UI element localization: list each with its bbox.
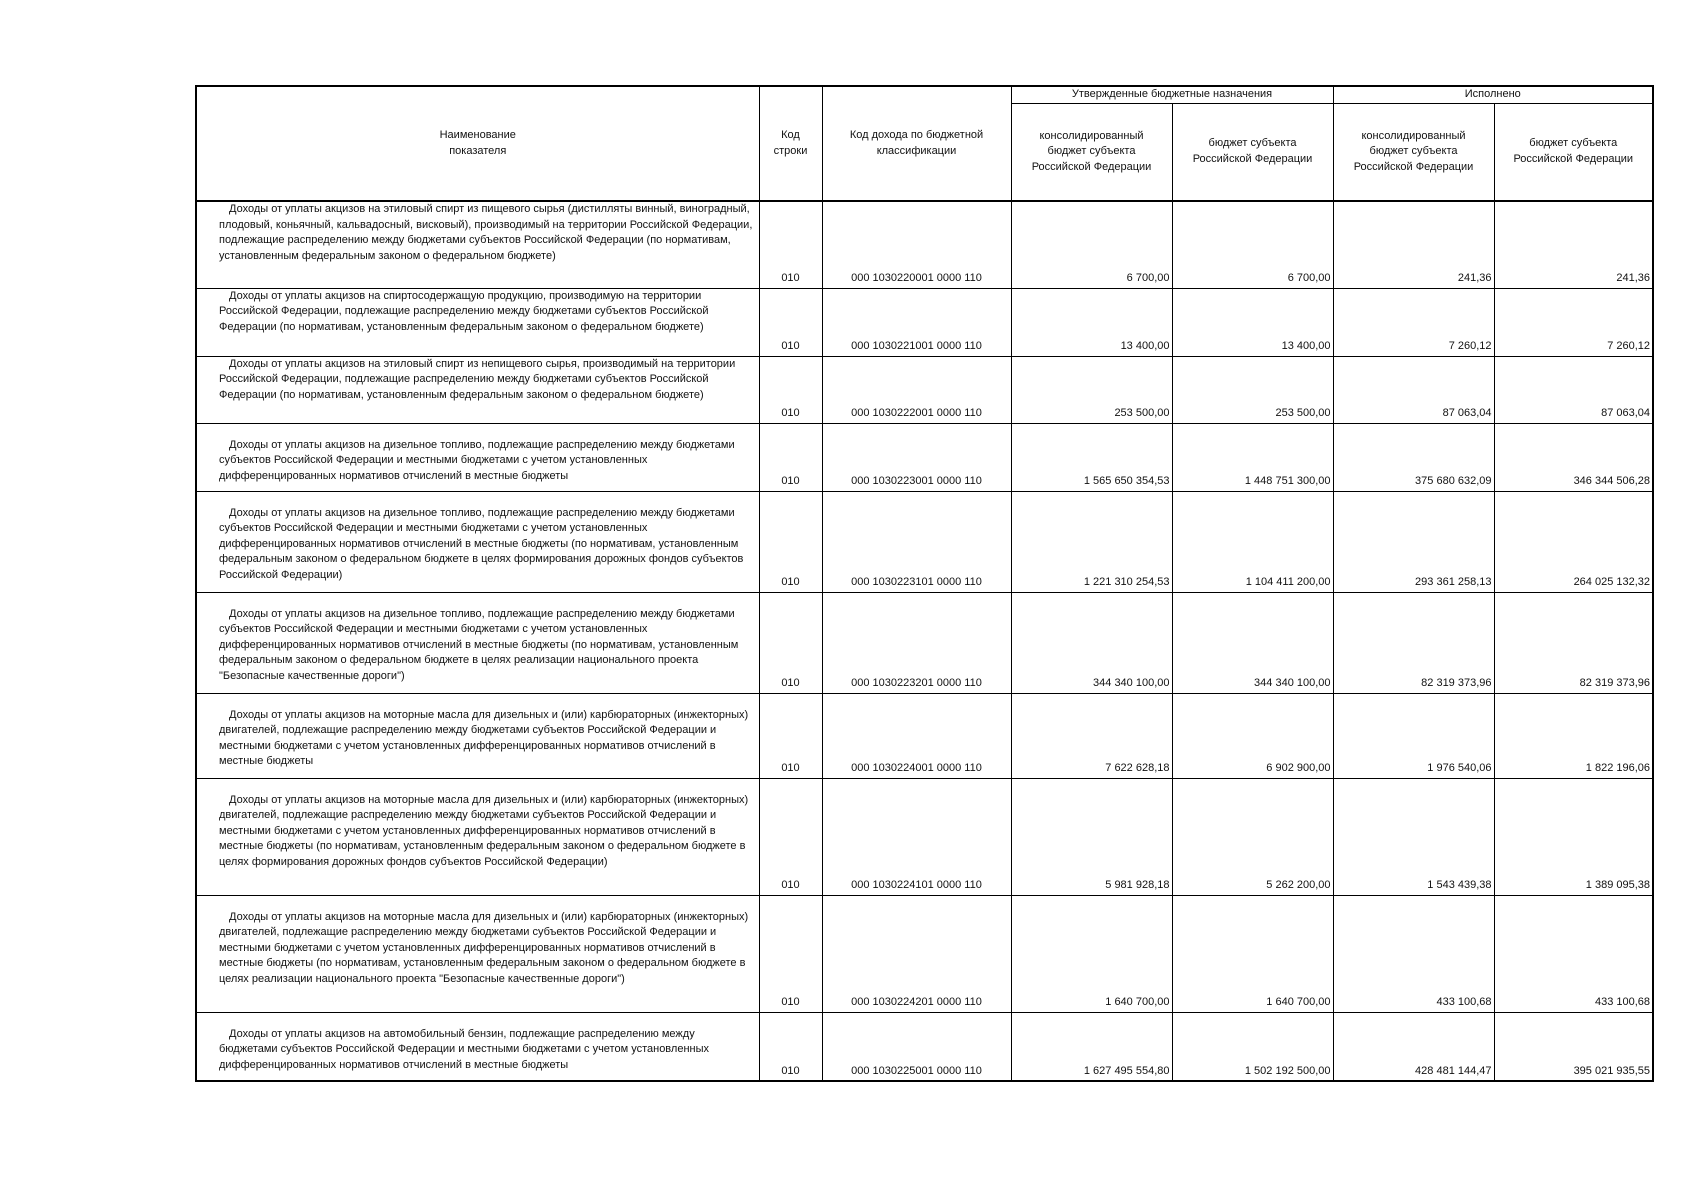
row-approved-subject: 6 902 900,00 bbox=[1172, 693, 1333, 778]
row-income-code: 000 1030223101 0000 110 bbox=[822, 491, 1011, 592]
table-row bbox=[196, 1012, 1653, 1081]
row-executed-consolidated: 7 260,12 bbox=[1333, 288, 1494, 356]
row-approved-subject: 1 448 751 300,00 bbox=[1172, 423, 1333, 491]
row-approved-subject: 1 104 411 200,00 bbox=[1172, 491, 1333, 592]
row-executed-consolidated: 1 543 439,38 bbox=[1333, 778, 1494, 895]
row-executed-consolidated: 87 063,04 bbox=[1333, 356, 1494, 423]
row-executed-subject: 1 389 095,38 bbox=[1494, 778, 1653, 895]
row-code: 010 bbox=[759, 592, 822, 693]
row-approved-consolidated: 1 565 650 354,53 bbox=[1011, 423, 1172, 491]
row-code: 010 bbox=[759, 778, 822, 895]
row-executed-subject: 87 063,04 bbox=[1494, 356, 1653, 423]
row-executed-subject: 433 100,68 bbox=[1494, 895, 1653, 1012]
row-approved-subject: 1 640 700,00 bbox=[1172, 895, 1333, 1012]
row-executed-consolidated: 293 361 258,13 bbox=[1333, 491, 1494, 592]
budget-report-sheet bbox=[195, 85, 1652, 1082]
header-name: Наименование показателя bbox=[196, 86, 759, 201]
header-executed-subject: бюджет субъекта Российской Федерации bbox=[1494, 103, 1653, 201]
row-income-code: 000 1030223201 0000 110 bbox=[822, 592, 1011, 693]
row-code: 010 bbox=[759, 491, 822, 592]
row-executed-subject: 395 021 935,55 bbox=[1494, 1012, 1653, 1081]
row-approved-subject: 1 502 192 500,00 bbox=[1172, 1012, 1333, 1081]
row-executed-subject: 1 822 196,06 bbox=[1494, 693, 1653, 778]
income-table bbox=[195, 85, 1654, 1082]
table-row bbox=[196, 356, 1653, 423]
row-income-code: 000 1030221001 0000 110 bbox=[822, 288, 1011, 356]
row-income-code: 000 1030222001 0000 110 bbox=[822, 356, 1011, 423]
row-name: Доходы от уплаты акцизов на моторные масла для дизельных и (или) карбюраторных (инжекторных) двигателей, подлежащие распределению между бюджетами субъектов Российской Федерации и местными бюджетами с учетом установленных дифференцированных нормативов отчислений в местные бюджеты bbox=[196, 693, 759, 778]
row-approved-subject: 253 500,00 bbox=[1172, 356, 1333, 423]
header-executed-group: Исполнено bbox=[1333, 86, 1653, 103]
row-approved-consolidated: 7 622 628,18 bbox=[1011, 693, 1172, 778]
header-approved-subject: бюджет субъекта Российской Федерации bbox=[1172, 103, 1333, 201]
row-name: Доходы от уплаты акцизов на этиловый спирт из непищевого сырья, производимый на территории Российской Федерации, подлежащие распределению между бюджетами субъектов Российской Федерации (по нормативам, установленным федеральным законом о федеральном бюджете) bbox=[196, 356, 759, 423]
table-row bbox=[196, 288, 1653, 356]
row-approved-consolidated: 1 627 495 554,80 bbox=[1011, 1012, 1172, 1081]
row-approved-consolidated: 5 981 928,18 bbox=[1011, 778, 1172, 895]
row-income-code: 000 1030224201 0000 110 bbox=[822, 895, 1011, 1012]
row-executed-subject: 82 319 373,96 bbox=[1494, 592, 1653, 693]
row-code: 010 bbox=[759, 356, 822, 423]
row-executed-consolidated: 433 100,68 bbox=[1333, 895, 1494, 1012]
row-executed-subject: 264 025 132,32 bbox=[1494, 491, 1653, 592]
row-name: Доходы от уплаты акцизов на этиловый спирт из пищевого сырья (дистилляты винный, виноградный, плодовый, коньячный, кальвадосный, висковый), производимый на территории Российской Федерации, подлежащие распределению между бюджетами субъектов Российской Федерации (по нормативам, установленным федеральным законом о федеральном бюджете) bbox=[196, 201, 759, 288]
row-approved-consolidated: 344 340 100,00 bbox=[1011, 592, 1172, 693]
header-approved-consolidated: консолидированный бюджет субъекта Российской Федерации bbox=[1011, 103, 1172, 201]
header-approved-group: Утвержденные бюджетные назначения bbox=[1011, 86, 1333, 103]
row-name: Доходы от уплаты акцизов на моторные масла для дизельных и (или) карбюраторных (инжекторных) двигателей, подлежащие распределению между бюджетами субъектов Российской Федерации и местными бюджетами с учетом установленных дифференцированных нормативов отчислений в местные бюджеты (по нормативам, установленным федеральным законом о федеральном бюджете в целях формирования дорожных фондов субъектов Российской Федерации) bbox=[196, 778, 759, 895]
table-row bbox=[196, 491, 1653, 592]
row-approved-consolidated: 253 500,00 bbox=[1011, 356, 1172, 423]
row-code: 010 bbox=[759, 288, 822, 356]
row-approved-subject: 13 400,00 bbox=[1172, 288, 1333, 356]
row-approved-subject: 344 340 100,00 bbox=[1172, 592, 1333, 693]
row-executed-consolidated: 1 976 540,06 bbox=[1333, 693, 1494, 778]
row-code: 010 bbox=[759, 895, 822, 1012]
header-income-code: Код дохода по бюджетной классификации bbox=[822, 86, 1011, 201]
row-name: Доходы от уплаты акцизов на спиртосодержащую продукцию, производимую на территории Российской Федерации, подлежащие распределению между бюджетами субъектов Российской Федерации (по нормативам, установленным федеральным законом о федеральном бюджете) bbox=[196, 288, 759, 356]
row-approved-consolidated: 1 221 310 254,53 bbox=[1011, 491, 1172, 592]
table-row bbox=[196, 592, 1653, 693]
row-income-code: 000 1030225001 0000 110 bbox=[822, 1012, 1011, 1081]
row-name: Доходы от уплаты акцизов на дизельное топливо, подлежащие распределению между бюджетами субъектов Российской Федерации и местными бюджетами с учетом установленных дифференцированных нормативов отчислений в местные бюджеты bbox=[196, 423, 759, 491]
row-code: 010 bbox=[759, 423, 822, 491]
row-executed-consolidated: 428 481 144,47 bbox=[1333, 1012, 1494, 1081]
row-name: Доходы от уплаты акцизов на моторные масла для дизельных и (или) карбюраторных (инжекторных) двигателей, подлежащие распределению между бюджетами субъектов Российской Федерации и местными бюджетами с учетом установленных дифференцированных нормативов отчислений в местные бюджеты (по нормативам, установленным федеральным законом о федеральном бюджете в целях реализации национального проекта "Безопасные качественные дороги") bbox=[196, 895, 759, 1012]
table-row bbox=[196, 693, 1653, 778]
row-executed-subject: 346 344 506,28 bbox=[1494, 423, 1653, 491]
row-code: 010 bbox=[759, 201, 822, 288]
table-row bbox=[196, 201, 1653, 288]
row-approved-consolidated: 6 700,00 bbox=[1011, 201, 1172, 288]
row-executed-consolidated: 82 319 373,96 bbox=[1333, 592, 1494, 693]
row-code: 010 bbox=[759, 1012, 822, 1081]
row-name: Доходы от уплаты акцизов на автомобильный бензин, подлежащие распределению между бюджетами субъектов Российской Федерации и местными бюджетами с учетом установленных дифференцированных нормативов отчислений в местные бюджеты bbox=[196, 1012, 759, 1081]
table-row bbox=[196, 423, 1653, 491]
row-name: Доходы от уплаты акцизов на дизельное топливо, подлежащие распределению между бюджетами субъектов Российской Федерации и местными бюджетами с учетом установленных дифференцированных нормативов отчислений в местные бюджеты (по нормативам, установленным федеральным законом о федеральном бюджете в целях формирования дорожных фондов субъектов Российской Федерации) bbox=[196, 491, 759, 592]
row-executed-subject: 7 260,12 bbox=[1494, 288, 1653, 356]
row-name: Доходы от уплаты акцизов на дизельное топливо, подлежащие распределению между бюджетами субъектов Российской Федерации и местными бюджетами с учетом установленных дифференцированных нормативов отчислений в местные бюджеты (по нормативам, установленным федеральным законом о федеральном бюджете в целях реализации национального проекта "Безопасные качественные дороги") bbox=[196, 592, 759, 693]
row-income-code: 000 1030220001 0000 110 bbox=[822, 201, 1011, 288]
table-row bbox=[196, 895, 1653, 1012]
table-row bbox=[196, 778, 1653, 895]
row-income-code: 000 1030224101 0000 110 bbox=[822, 778, 1011, 895]
row-executed-consolidated: 375 680 632,09 bbox=[1333, 423, 1494, 491]
row-approved-consolidated: 13 400,00 bbox=[1011, 288, 1172, 356]
header-executed-consolidated: консолидированный бюджет субъекта Российской Федерации bbox=[1333, 103, 1494, 201]
header-row-code: Код строки bbox=[759, 86, 822, 201]
row-approved-consolidated: 1 640 700,00 bbox=[1011, 895, 1172, 1012]
row-executed-subject: 241,36 bbox=[1494, 201, 1653, 288]
row-approved-subject: 6 700,00 bbox=[1172, 201, 1333, 288]
row-income-code: 000 1030224001 0000 110 bbox=[822, 693, 1011, 778]
row-approved-subject: 5 262 200,00 bbox=[1172, 778, 1333, 895]
row-executed-consolidated: 241,36 bbox=[1333, 201, 1494, 288]
row-code: 010 bbox=[759, 693, 822, 778]
row-income-code: 000 1030223001 0000 110 bbox=[822, 423, 1011, 491]
